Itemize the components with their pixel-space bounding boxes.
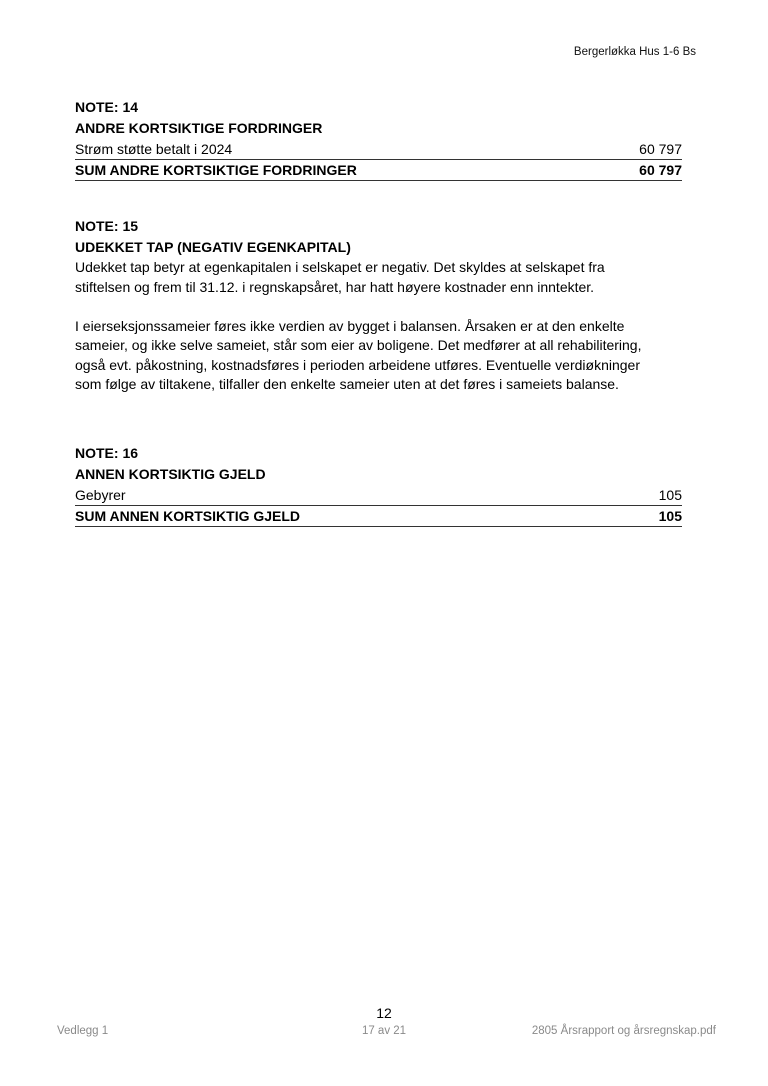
footer-attachment-label: Vedlegg 1 — [57, 1025, 109, 1037]
note-16-number: NOTE: 16 — [75, 445, 139, 461]
sum-label: SUM ANNEN KORTSIKTIG GJELD — [75, 508, 301, 524]
note-14-section — [75, 97, 682, 181]
sum-row — [75, 160, 682, 181]
footer-file-name: 2805 Årsrapport og årsregnskap.pdf — [531, 1025, 716, 1037]
note-15-title: UDEKKET TAP (NEGATIV EGENKAPITAL) — [75, 239, 351, 255]
footer-page-count: 17 av 21 — [361, 1025, 407, 1037]
row-value: 105 — [658, 487, 682, 503]
row-label: Gebyrer — [75, 487, 126, 503]
note-15-section — [75, 216, 682, 395]
sum-value: 105 — [658, 508, 682, 524]
table-row — [75, 485, 682, 506]
note-15-paragraph-1: Udekket tap betyr at egenkapitalen i selskapet er negativ. Det skyldes at selskapet fra stiftelsen og frem til 31.12. i regnskapsåret, har hatt høyere kostnader enn inntekter. — [75, 259, 605, 295]
sum-label: SUM ANDRE KORTSIKTIGE FORDRINGER — [75, 162, 357, 178]
row-label: Strøm støtte betalt i 2024 — [75, 141, 233, 157]
note-14-title: ANDRE KORTSIKTIGE FORDRINGER — [75, 120, 323, 136]
note-15-paragraph-2: I eierseksjonssameier føres ikke verdien av bygget i balansen. Årsaken er at den enkelte sameier, og ikke selve sameiet, står som eier av boligene. Det medfører at all rehabilitering, også evt. påkostning, kostnadsføres i perioden arbeidene utføres. Eventuelle verdiøkninger som følge av tiltakene, tilfaller den enkelte sameier uten at det føres i sameiets balanse. — [75, 317, 642, 392]
sum-value: 60 797 — [639, 162, 682, 178]
sum-row — [75, 506, 682, 527]
note-16-section — [75, 443, 682, 527]
note-16-title: ANNEN KORTSIKTIG GJELD — [75, 466, 266, 482]
organization-name: Bergerløkka Hus 1-6 Bs — [573, 46, 696, 58]
page-number: 12 — [376, 1005, 392, 1021]
table-row — [75, 139, 682, 160]
note-15-number: NOTE: 15 — [75, 218, 139, 234]
row-value: 60 797 — [639, 141, 682, 157]
note-14-number: NOTE: 14 — [75, 99, 139, 115]
